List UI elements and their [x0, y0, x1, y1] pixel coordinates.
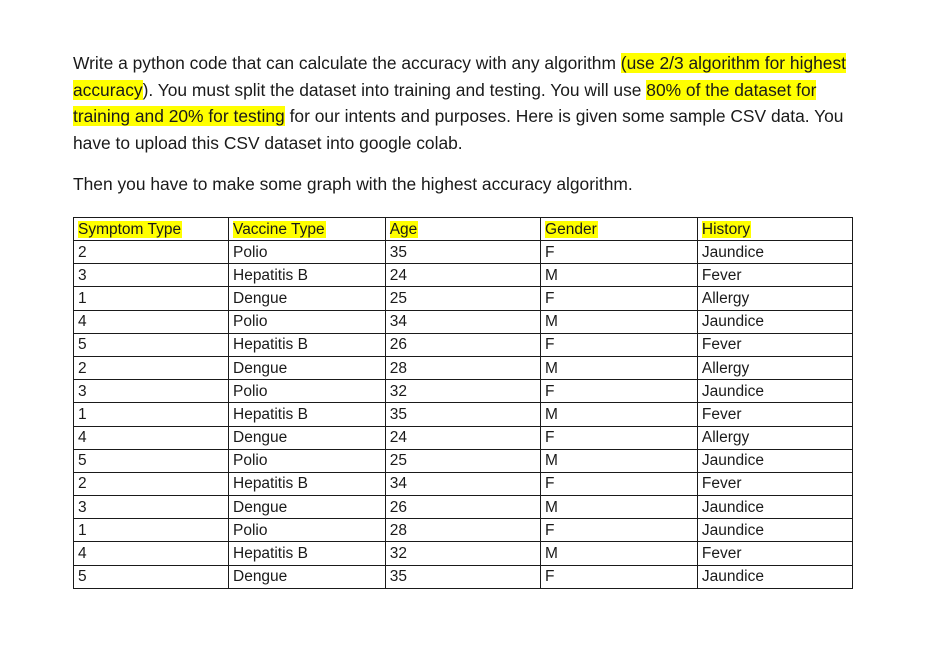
cell-history: Allergy	[697, 356, 852, 379]
cell-gender: F	[541, 380, 698, 403]
cell-vaccine-type: Polio	[229, 380, 386, 403]
cell-vaccine-type: Hepatitis B	[229, 333, 386, 356]
cell-vaccine-type: Polio	[229, 519, 386, 542]
table-row	[74, 565, 853, 588]
header-age: Age	[385, 218, 540, 241]
cell-history: Jaundice	[697, 519, 852, 542]
cell-gender: F	[541, 565, 698, 588]
cell-gender: M	[541, 449, 698, 472]
header-symptom-type: Symptom Type	[74, 218, 229, 241]
table-row	[74, 496, 853, 519]
instruction-text-3: for our intents and purposes. Here is given some sample CSV data. You have to upload this CSV dataset into google colab.	[73, 106, 844, 153]
cell-history: Jaundice	[697, 565, 852, 588]
cell-vaccine-type: Dengue	[229, 356, 386, 379]
cell-gender: F	[541, 519, 698, 542]
cell-symptom-type: 4	[74, 426, 229, 449]
cell-gender: F	[541, 333, 698, 356]
cell-symptom-type: 2	[74, 472, 229, 495]
header-gender: Gender	[541, 218, 698, 241]
instruction-paragraph	[73, 50, 863, 156]
cell-history: Jaundice	[697, 310, 852, 333]
graph-instruction-paragraph: Then you have to make some graph with the highest accuracy algorithm.	[73, 174, 633, 194]
cell-symptom-type: 5	[74, 449, 229, 472]
cell-vaccine-type: Dengue	[229, 287, 386, 310]
cell-history: Jaundice	[697, 449, 852, 472]
cell-gender: M	[541, 496, 698, 519]
cell-history: Jaundice	[697, 241, 852, 264]
cell-symptom-type: 5	[74, 565, 229, 588]
cell-history: Fever	[697, 333, 852, 356]
cell-history: Fever	[697, 542, 852, 565]
cell-history: Allergy	[697, 287, 852, 310]
cell-symptom-type: 5	[74, 333, 229, 356]
cell-symptom-type: 4	[74, 310, 229, 333]
cell-history: Fever	[697, 472, 852, 495]
cell-age: 35	[385, 241, 540, 264]
cell-history: Jaundice	[697, 496, 852, 519]
cell-vaccine-type: Hepatitis B	[229, 264, 386, 287]
instruction-text-1: Write a python code that can calculate the accuracy with any algorithm	[73, 53, 621, 73]
cell-gender: M	[541, 310, 698, 333]
cell-age: 25	[385, 449, 540, 472]
cell-age: 34	[385, 472, 540, 495]
cell-age: 26	[385, 496, 540, 519]
table-row	[74, 449, 853, 472]
cell-gender: F	[541, 426, 698, 449]
cell-symptom-type: 4	[74, 542, 229, 565]
highlight-algorithm-note: (use 2/3 algorithm for highest accuracy	[73, 53, 847, 100]
cell-vaccine-type: Polio	[229, 449, 386, 472]
sample-data-table	[73, 217, 853, 589]
table-row	[74, 287, 853, 310]
cell-age: 35	[385, 565, 540, 588]
table-row	[74, 542, 853, 565]
cell-vaccine-type: Hepatitis B	[229, 472, 386, 495]
instruction-text-2: ). You must split the dataset into training and testing. You will use	[142, 79, 647, 100]
table-row	[74, 426, 853, 449]
cell-gender: M	[541, 403, 698, 426]
cell-age: 25	[385, 287, 540, 310]
cell-gender: F	[541, 287, 698, 310]
cell-age: 24	[385, 426, 540, 449]
table-row	[74, 241, 853, 264]
cell-age: 32	[385, 542, 540, 565]
cell-symptom-type: 1	[74, 519, 229, 542]
cell-gender: F	[541, 472, 698, 495]
table-row	[74, 519, 853, 542]
table-row	[74, 310, 853, 333]
cell-history: Fever	[697, 264, 852, 287]
cell-vaccine-type: Dengue	[229, 565, 386, 588]
cell-vaccine-type: Polio	[229, 241, 386, 264]
table-row	[74, 403, 853, 426]
table-row	[74, 264, 853, 287]
cell-symptom-type: 1	[74, 287, 229, 310]
cell-gender: M	[541, 542, 698, 565]
cell-symptom-type: 1	[74, 403, 229, 426]
cell-vaccine-type: Hepatitis B	[229, 542, 386, 565]
cell-symptom-type: 3	[74, 380, 229, 403]
header-vaccine-type: Vaccine Type	[229, 218, 386, 241]
cell-age: 28	[385, 356, 540, 379]
cell-vaccine-type: Dengue	[229, 496, 386, 519]
table-header-row	[74, 218, 853, 241]
table-row	[74, 356, 853, 379]
cell-age: 28	[385, 519, 540, 542]
cell-symptom-type: 2	[74, 356, 229, 379]
table-row	[74, 380, 853, 403]
cell-gender: M	[541, 356, 698, 379]
cell-age: 26	[385, 333, 540, 356]
cell-vaccine-type: Dengue	[229, 426, 386, 449]
table-row	[74, 472, 853, 495]
cell-vaccine-type: Hepatitis B	[229, 403, 386, 426]
cell-gender: F	[541, 241, 698, 264]
cell-symptom-type: 3	[74, 264, 229, 287]
cell-gender: M	[541, 264, 698, 287]
cell-age: 32	[385, 380, 540, 403]
cell-age: 35	[385, 403, 540, 426]
cell-history: Jaundice	[697, 380, 852, 403]
cell-symptom-type: 2	[74, 241, 229, 264]
cell-vaccine-type: Polio	[229, 310, 386, 333]
cell-age: 34	[385, 310, 540, 333]
header-history: History	[697, 218, 852, 241]
highlight-split-note: 80% of the dataset for training and 20% for testing	[73, 79, 817, 126]
cell-history: Fever	[697, 403, 852, 426]
cell-age: 24	[385, 264, 540, 287]
table-row	[74, 333, 853, 356]
cell-symptom-type: 3	[74, 496, 229, 519]
cell-history: Allergy	[697, 426, 852, 449]
